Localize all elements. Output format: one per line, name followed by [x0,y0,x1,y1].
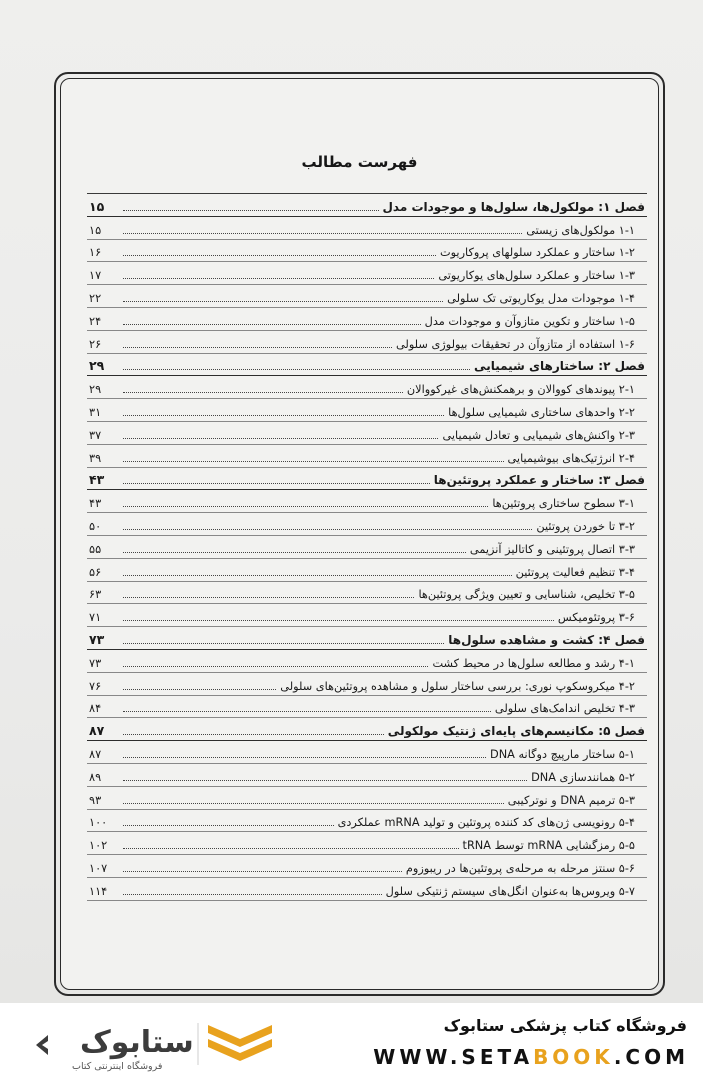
toc-leader-dots [123,369,470,370]
toc-entry-title: ۵-۳ ترمیم DNA و نوترکیبی [507,793,635,807]
toc-entry-title: ۳-۲ تا خوردن پروتئین [536,519,635,533]
toc-page-number: ۱۵ [89,223,102,237]
page-frame [54,72,665,996]
toc-section-row [87,696,647,719]
toc-page-number: ۴۳ [89,472,105,488]
toc-list [87,193,647,901]
toc-leader-dots [123,871,402,872]
toc-page-number: ۲۶ [89,337,102,351]
toc-leader-dots [123,575,512,576]
toc-entry-title: ۵-۶ سنتز مرحله به مرحله‌ی پروتئین‌ها در ریبوزوم [405,861,635,875]
toc-leader-dots [123,757,486,758]
toc-page-number: ۷۳ [89,656,102,670]
toc-section-row [87,240,647,263]
logo-wordmark: ستابوک [80,1025,194,1060]
toc-entry-title: ۱-۶ استفاده از متازوآن در تحقیقات بیولوژی سلولی [395,337,635,351]
toc-leader-dots [123,438,438,439]
toc-entry-title: ۳-۱ سطوح ساختاری پروتئین‌ها [492,497,635,511]
toc-leader-dots [123,666,428,667]
toc-section-row [87,810,647,833]
store-name: فروشگاه کتاب پزشکی ستابوک [443,1016,687,1035]
page-frame-inner [60,78,659,990]
toc-leader-dots [123,392,403,393]
footer-banner [0,1003,703,1080]
toc-entry-title: ۴-۱ رشد و مطالعه سلول‌ها در محیط کشت [432,656,635,670]
toc-page-number: ۹۳ [89,793,102,807]
toc-section-row [87,376,647,399]
toc-entry-title: ۱-۳ ساختار و عملکرد سلول‌های یوکاریوتی [438,269,635,283]
toc-page-number: ۲۹ [89,383,102,397]
toc-entry-title: فصل ۲: ساختارهای شیمیایی [474,359,645,374]
toc-page-number: ۵۵ [89,542,102,556]
toc-section-row [87,308,647,331]
toc-page-number: ۲۲ [89,291,102,305]
toc-page-number: ۵۶ [89,565,102,579]
toc-leader-dots [123,643,444,644]
toc-page-number: ۱۰۲ [89,839,108,853]
toc-leader-dots [123,734,384,735]
toc-entry-title: ۳-۴ تنظیم فعالیت پروتئین [515,565,635,579]
toc-chapter-row [87,627,647,650]
toc-chapter-row [87,354,647,377]
toc-page-number: ۱۶ [89,246,102,260]
logo-tagline: فروشگاه اینترنتی کتاب [72,1061,163,1072]
toc-leader-dots [123,711,491,712]
toc-page-number: ۵۰ [89,519,102,533]
toc-entry-title: ۴-۲ میکروسکوپ نوری: بررسی ساختار سلول و مشاهده پروتئین‌های سلولی [280,679,635,693]
toc-entry-title: ۳-۵ تخلیص، شناسایی و تعیین ویژگی پروتئین‌ها [418,588,635,602]
toc-entry-title: ۲-۱ پیوندهای کووالان و برهمکنش‌های غیرکووالان [406,383,635,397]
toc-leader-dots [123,825,334,826]
toc-entry-title: ۱-۵ ساختار و تکوین متازوآن و موجودات مدل [424,314,635,328]
toc-page-number: ۸۴ [89,702,102,716]
toc-title: فهرست مطالب [301,153,418,171]
toc-leader-dots [123,347,392,348]
toc-leader-dots [123,301,443,302]
toc-page-number: ۶۳ [89,588,102,602]
toc-leader-dots [123,233,522,234]
toc-section-row [87,217,647,240]
toc-leader-dots [123,255,436,256]
toc-leader-dots [123,780,527,781]
toc-entry-title: ۵-۵ رمزگشایی mRNA توسط tRNA [462,839,635,853]
toc-entry-title: ۵-۲ همانندسازی DNA [531,770,635,784]
toc-page-number: ۱۵ [89,198,105,214]
toc-leader-dots [123,506,488,507]
toc-leader-dots [123,461,504,462]
toc-entry-title: فصل ۳: ساختار و عملکرد پروتئین‌ها [433,473,645,488]
toc-page-number: ۱۷ [89,269,102,283]
toc-entry-title: ۴-۳ تخلیص اندامک‌های سلولی [494,702,635,716]
toc-entry-title: فصل ۴: کشت و مشاهده سلول‌ها [448,632,645,647]
toc-chapter-row [87,194,647,217]
toc-page-number: ۷۶ [89,679,102,693]
toc-leader-dots [123,597,414,598]
toc-leader-dots [123,415,444,416]
toc-section-row [87,513,647,536]
toc-page-number: ۷۱ [89,611,102,625]
toc-page-number: ۱۰۷ [89,861,108,875]
toc-section-row [87,445,647,468]
toc-page-number: ۸۹ [89,770,102,784]
store-url[interactable] [373,1045,689,1069]
toc-leader-dots [123,529,532,530]
store-url-part1: WWW.SETA [373,1045,534,1069]
toc-section-row [87,787,647,810]
toc-page-number: ۷۳ [89,631,105,647]
toc-leader-dots [123,552,466,553]
store-url-part2: BOOK [533,1045,614,1069]
toc-leader-dots [123,278,434,279]
toc-section-row [87,536,647,559]
toc-chapter-row [87,468,647,491]
toc-entry-title: ۳-۳ اتصال پروتئینی و کاتالیز آنزیمی [469,542,635,556]
toc-section-row [87,673,647,696]
toc-leader-dots [123,210,379,211]
toc-entry-title: ۱-۲ ساختار و عملکرد سلولهای پروکاریوت [439,246,635,260]
toc-section-row [87,285,647,308]
toc-section-row [87,399,647,422]
toc-page-number: ۸۷ [89,747,102,761]
toc-leader-dots [123,324,421,325]
toc-page-number: ۱۰۰ [89,816,108,830]
toc-leader-dots [123,894,382,895]
toc-entry-title: فصل ۱: مولکول‌ها، سلول‌ها و موجودات مدل [382,199,645,214]
toc-section-row [87,262,647,285]
toc-section-row [87,741,647,764]
toc-leader-dots [123,848,459,849]
toc-entry-title: ۲-۲ واحدهای ساختاری شیمیایی سلول‌ها [448,405,635,419]
store-url-part3: .COM [613,1045,689,1069]
toc-page-number: ۸۷ [89,723,105,739]
toc-page-number: ۳۹ [89,451,102,465]
toc-page-number: ۱۱۴ [89,884,108,898]
toc-entry-title: ۱-۱ مولکول‌های زیستی [526,223,635,237]
toc-section-row [87,331,647,354]
toc-section-row [87,832,647,855]
toc-entry-title: ۳-۶ پروتئومیکس [557,611,635,625]
toc-chapter-row [87,718,647,741]
toc-leader-dots [123,620,554,621]
toc-entry-title: ۵-۴ رونویسی ژن‌های کد کننده پروتئین و تولید mRNA عملکردی [337,816,635,830]
toc-page-number: ۲۹ [89,358,105,374]
toc-entry-title: ۱-۴ موجودات مدل یوکاریوتی تک سلولی [447,291,635,305]
toc-leader-dots [123,483,430,484]
toc-entry-title: فصل ۵: مکانیسم‌های پایه‌ای ژنتیک مولکولی [387,724,645,739]
toc-leader-dots [123,803,504,804]
toc-entry-title: ۲-۳ واکنش‌های شیمیایی و تعادل شیمیایی [442,428,635,442]
toc-section-row [87,764,647,787]
toc-leader-dots [123,689,276,690]
toc-section-row [87,878,647,901]
toc-page-number: ۳۷ [89,428,102,442]
toc-section-row [87,604,647,627]
toc-page-number: ۴۳ [89,497,102,511]
toc-section-row [87,650,647,673]
setabook-logo [30,1019,280,1072]
toc-entry-title: ۵-۱ ساختار مارپیچ دوگانه DNA [490,747,635,761]
toc-section-row [87,422,647,445]
toc-section-row [87,582,647,605]
toc-entry-title: ۵-۷ ویروس‌ها به‌عنوان انگل‌های سیستم ژنتیکی سلول [385,884,635,898]
toc-section-row [87,855,647,878]
toc-section-row [87,559,647,582]
toc-section-row [87,490,647,513]
toc-page-number: ۲۴ [89,314,102,328]
toc-entry-title: ۲-۴ انرژتیک‌های بیوشیمیایی [507,451,635,465]
toc-page-number: ۳۱ [89,405,102,419]
